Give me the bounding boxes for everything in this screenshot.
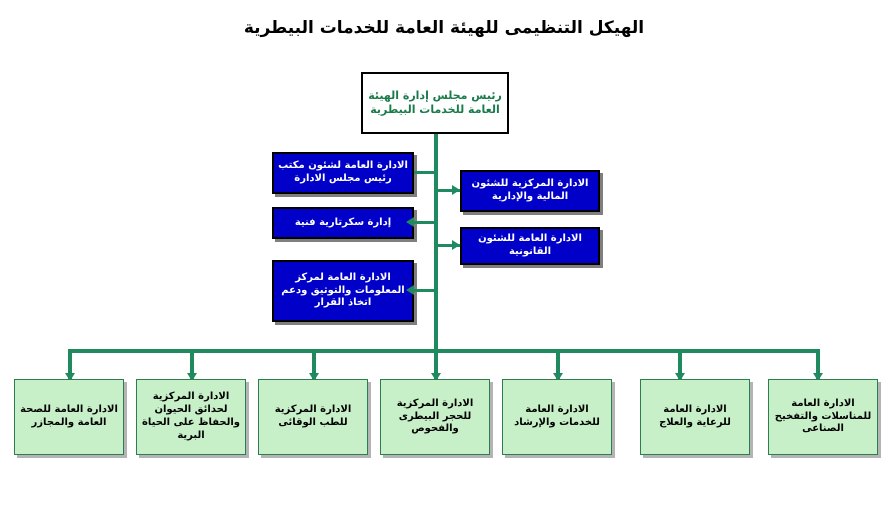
children-bus-connector bbox=[68, 349, 820, 353]
node-root[interactable] bbox=[361, 72, 509, 134]
staff-left-1-arrow-icon bbox=[452, 185, 460, 195]
node-staff-right-2-label: إدارة سكرتارية فنية bbox=[294, 216, 392, 228]
node-staff-left-2-label: الادارة العامة للشئون القانونية bbox=[478, 233, 582, 257]
staff-left-2-arrow-icon bbox=[452, 240, 460, 250]
node-child-7-label: الادارة العامة للمناسلات والتفخيح الصناعى bbox=[774, 397, 872, 435]
node-staff-left-1[interactable] bbox=[460, 170, 600, 212]
node-child-7[interactable] bbox=[768, 379, 878, 455]
node-child-1[interactable] bbox=[14, 379, 124, 455]
node-staff-left-1-label: الادارة المركزية للشئون المالية والإدارية bbox=[471, 178, 589, 202]
node-child-4-label: الادارة المركزية للحجر البيطرى والفحوص bbox=[396, 397, 474, 435]
node-child-3[interactable] bbox=[258, 379, 368, 455]
node-staff-left-2[interactable] bbox=[460, 227, 600, 265]
node-root-label: رئيس مجلس إدارة الهيئة العامة للخدمات البيطرية bbox=[368, 88, 502, 116]
node-child-6[interactable] bbox=[640, 379, 750, 455]
node-child-2[interactable] bbox=[136, 379, 246, 455]
node-staff-right-1[interactable] bbox=[272, 152, 414, 194]
node-staff-right-1-label: الادارة العامة لشئون مكتب رئيس مجلس الادارة bbox=[278, 160, 408, 184]
staff-right-2-connector bbox=[414, 221, 434, 224]
staff-right-2-arrow-icon bbox=[406, 217, 414, 227]
page-title: الهيكل التنظيمى للهيئة العامة للخدمات البيطرية bbox=[243, 18, 645, 38]
node-child-2-label: الادارة المركزية لحدائق الحيوان والحفاظ على الحياة البرية bbox=[141, 391, 241, 441]
staff-right-1-connector bbox=[414, 171, 434, 174]
node-child-3-label: الادارة المركزية للطب الوقائى bbox=[274, 404, 352, 428]
node-staff-right-3-label: الادارة العامة لمركز المعلومات والتوثيق ودعم اتخاذ القرار bbox=[281, 271, 405, 309]
node-child-5-label: الادارة العامة للخدمات والإرشاد bbox=[514, 404, 600, 428]
staff-right-3-connector bbox=[414, 289, 434, 292]
node-child-5[interactable] bbox=[502, 379, 612, 455]
trunk-vertical-connector bbox=[434, 134, 438, 352]
node-child-1-label: الادارة العامة للصحة العامة والمجازر bbox=[20, 404, 118, 428]
staff-right-3-arrow-icon bbox=[406, 285, 414, 295]
node-child-4[interactable] bbox=[380, 379, 490, 455]
node-child-6-label: الادارة العامة للرعاية والعلاج bbox=[659, 404, 731, 428]
node-staff-right-3[interactable] bbox=[272, 260, 414, 322]
node-staff-right-2[interactable] bbox=[272, 207, 414, 239]
